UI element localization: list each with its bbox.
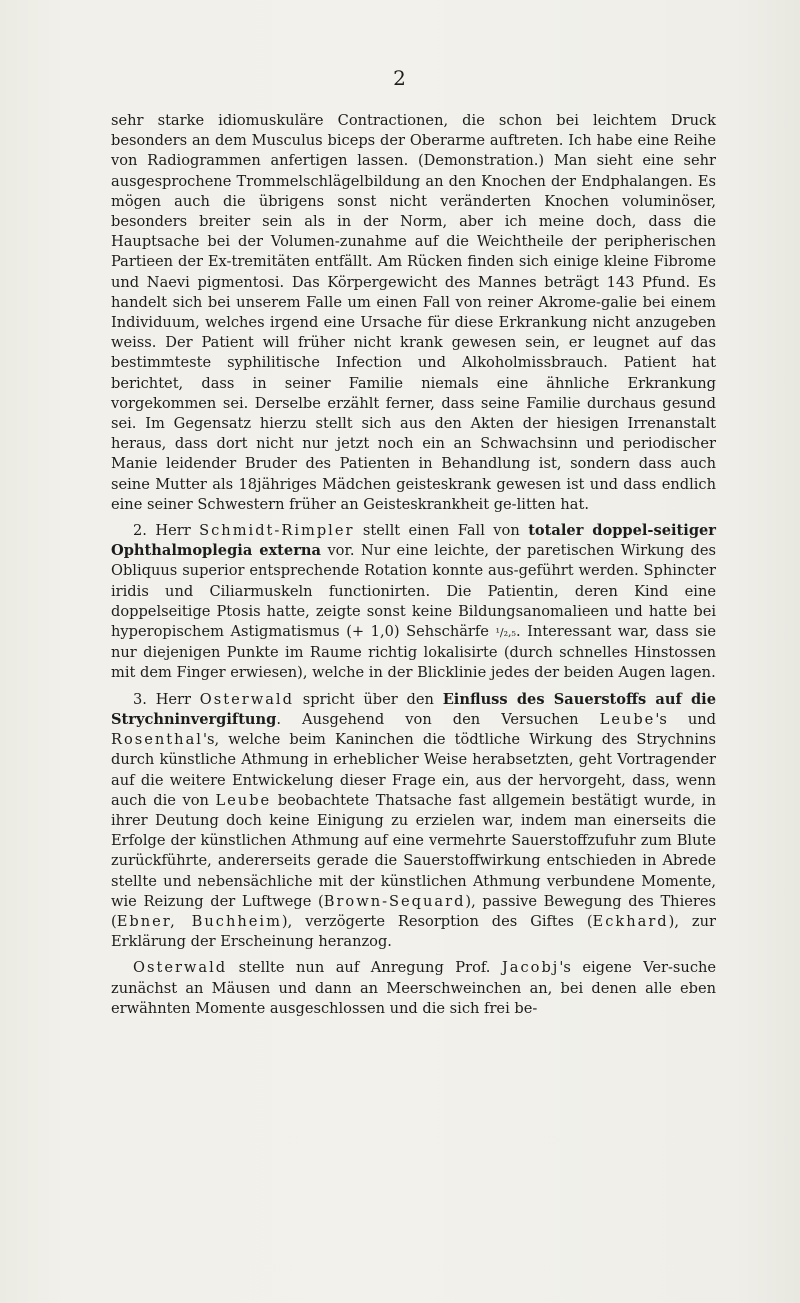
paragraph-3-text-a: . Ausgehend von den Versuchen: [276, 710, 579, 728]
author-reference: Rosenthal: [111, 731, 203, 749]
paragraph-4-text-a: stellte nun auf Anregung Prof.: [238, 959, 491, 977]
paragraph-2-verb: stellt einen Fall von: [362, 522, 520, 540]
paragraph-1-text: sehr starke idiomuskuläre Contractionen, die schon bei leichtem Druck besonders an dem Musculus biceps der Oberarme auftreten. Ich habe eine Reihe von Radiogrammen anfertigen lassen. (Demonstration.) Man sieht eine sehr ausgesprochene Trommelschlägelbildung an den Knochen der Endphalangen. Es mögen auch die übrigens sonst nicht veränderten Knochen voluminöser, besonders breiter sein als in der Norm, aber ich meine doch, dass die Hauptsache bei der Volumen-zunahme auf die Weichtheile der peripherischen Partieen der Ex-tremitäten entfällt. Am Rücken finden sich einige kleine Fibrome und Naevi pigmentosi. Das Körpergewicht des Mannes beträgt 143 Pfund. Es handelt sich bei unserem Falle um einen Fall von reiner Akrome-galie bei einem Individuum, welches irgend eine Ursache für diese Erkrankung nicht anzugeben weiss. Der Patient will früher nicht krank gewesen sein, er leugnet auf das bestimmteste syphilitische Infection und Alkoholmissbrauch. Patient hat berichtet, dass in seiner Familie niemals eine ähnliche Erkrankung vorgekommen sei. Derselbe erzählt ferner, dass seine Familie durchaus gesund sei. Im Gegensatz hierzu stellt sich aus den Akten der hiesigen Irrenanstalt heraus, dass dort nicht nur jetzt noch ein an Schwachsinn und periodischer Manie leidender Bruder des Patienten in Behandlung ist, sondern dass auch seine Mutter als 18jähriges Mädchen geisteskrank gewesen ist und dass endlich eine seiner Schwestern früher an Geisteskrankheit ge-litten hat.: [111, 112, 716, 513]
speaker-name: Osterwald: [133, 959, 228, 977]
paragraph-3-text-d: beobachtete Thatsache fast allgemein bestätigt wurde, in ihrer Deutung doch keine Einigung zu erzielen war, indem man einerseits die Erfolge der künstlichen Athmung auf eine vermehrte Sauerstoffzufuhr zum Blute zurückführte, andererseits gerade die Sauerstoffwirkung entschieden in Abrede stellte und nebensächliche mit der künstlichen Athmung verbundene Momente, wie Reizung der Luftwege (: [111, 791, 716, 910]
paragraph-3-text-c: 's, welche beim Kaninchen die tödtliche Wirkung des Strychnins durch künstliche Athmung in erheblicher Weise herabsetzten, geht Vortragender auf die weitere Entwickelung dieser Frage ein, aus der hervorgeht, dass, wenn auch die von: [111, 731, 716, 809]
paragraph-3: [111, 690, 716, 953]
visual-acuity-fraction: ¹/₂,₅: [495, 626, 516, 640]
author-reference: Leube: [215, 791, 272, 809]
author-reference: Eckhard: [592, 912, 669, 930]
paragraph-3-text-g: ), zur Erklärung der Erscheinung heranzog.: [111, 912, 716, 951]
paragraph-2-text-b: . Interessant war, dass sie nur diejenigen Punkte im Raume richtig lokalisirte (durch schnelles Hinstossen mit dem Finger erwiesen), welche in der Blicklinie jedes der beiden Augen lagen.: [111, 623, 717, 682]
topic-title: totaler doppel-seitiger Ophthalmoplegia externa: [111, 522, 716, 560]
paragraph-2-text-a: vor. Nur eine leichte, der paretischen Wirkung des Obliquus superior entsprechende Rotation konnte aus-geführt werden. Sphincter iridis und Ciliarmuskeln functionirten. Die Patientin, deren Kind eine doppelseitige Ptosis hatte, zeigte sonst keine Bildungsanomalieen und hatte bei hyperopischem Astigmatismus (+ 1,0) Sehschärfe: [111, 542, 716, 641]
page-number: 2: [393, 66, 407, 90]
item-number: 2. Herr: [133, 522, 191, 540]
item-number: 3. Herr: [133, 690, 192, 708]
author-reference: Jacobj: [501, 959, 560, 977]
paragraph-1: [111, 111, 716, 515]
paragraph-3-text-f: ), verzögerte Resorption des Giftes (: [281, 912, 593, 930]
topic-title: Einfluss des Sauerstoffs auf die Strychninvergiftung: [111, 690, 717, 728]
author-reference: Brown-Sequard: [323, 892, 466, 910]
body-text: [111, 111, 716, 1025]
paragraph-4: [111, 958, 716, 1019]
author-reference: Leube: [599, 710, 656, 728]
paragraph-3-text-e: ), passive Bewegung des Thieres (: [111, 892, 716, 930]
paragraph-4-text-b: 's eigene Ver-suche zunächst an Mäusen und dann an Meerschweinchen an, bei denen alle eben erwähnten Momente ausgeschlossen und die sich frei be-: [111, 959, 717, 1017]
paragraph-3-verb: spricht über den: [302, 690, 434, 708]
speaker-name: Osterwald: [199, 690, 294, 708]
speaker-name: Schmidt-Rimpler: [199, 522, 355, 540]
author-reference: Ebner, Buchheim: [116, 912, 282, 930]
paragraph-2: [111, 521, 716, 684]
paragraph-3-text-b: 's und: [655, 710, 717, 728]
